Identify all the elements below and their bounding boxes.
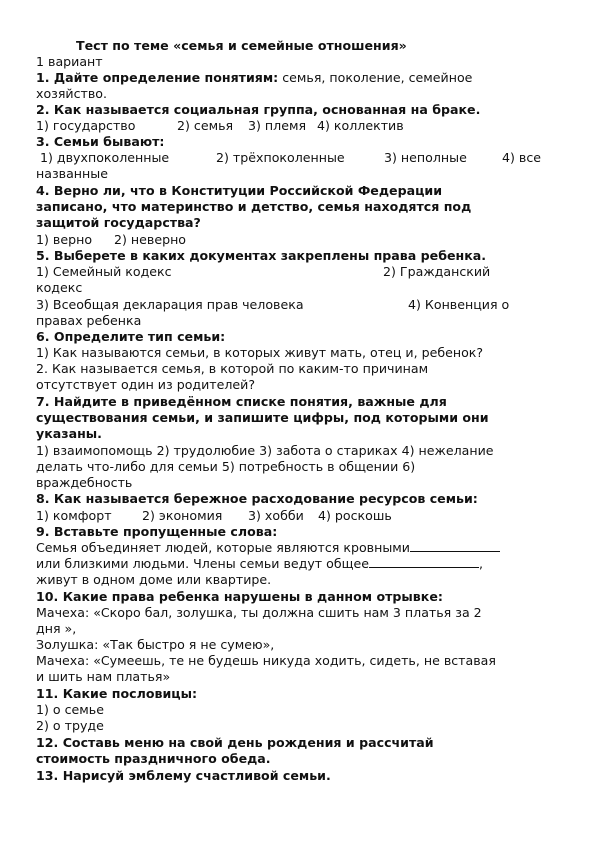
option: 1) государство xyxy=(36,118,136,133)
question-1 xyxy=(36,70,472,86)
option: 4) Конвенция о xyxy=(408,297,510,312)
question-7-options: враждебность xyxy=(36,475,133,490)
question-10-text: 10. Какие права ребенка нарушены в данном отрывке: xyxy=(36,589,443,604)
question-7-options: 1) взаимопомощь 2) трудолюбие 3) забота о стариках 4) нежелание xyxy=(36,443,494,458)
question-1-text: 1. Дайте определение понятиям: xyxy=(36,70,279,85)
option: 3) племя xyxy=(248,118,307,133)
answer-blank[interactable] xyxy=(369,556,479,568)
question-6-line: 1) Как называются семьи, в которых живут мать, отец и, ребенок? xyxy=(36,345,484,360)
question-11-item: 2) о труде xyxy=(36,718,104,733)
question-3-text: 3. Семьи бывают: xyxy=(36,134,165,149)
question-5-opt2-cont: кодекс xyxy=(36,280,83,295)
option: 1) комфорт xyxy=(36,508,112,523)
option: 3) Всеобщая декларация прав человека xyxy=(36,297,304,312)
question-9-text: 9. Вставьте пропущенные слова: xyxy=(36,524,278,539)
question-13-text: 13. Нарисуй эмблему счастливой семьи. xyxy=(36,768,331,783)
option: 3) неполные xyxy=(384,150,467,165)
page-title: Тест по теме «семья и семейные отношения» xyxy=(76,38,407,53)
question-9-text-part: , xyxy=(478,556,483,571)
question-6-line: отсутствует один из родителей? xyxy=(36,377,256,392)
question-2-text: 2. Как называется социальная группа, основанная на браке. xyxy=(36,102,481,117)
question-5-text: 5. Выберете в каких документах закреплены права ребенка. xyxy=(36,248,487,263)
question-11-item: 1) о семье xyxy=(36,702,104,717)
option: 2) Гражданский xyxy=(383,264,491,279)
option: 2) трёхпоколенные xyxy=(216,150,345,165)
option: 1) двухпоколенные xyxy=(40,150,170,165)
variant-label: 1 вариант xyxy=(36,54,103,69)
question-7-line: существования семьи, и запишите цифры, под которыми они xyxy=(36,410,489,425)
question-7-line: указаны. xyxy=(36,426,102,441)
option: 1) Семейный кодекс xyxy=(36,264,172,279)
question-3-cont: названные xyxy=(36,166,108,181)
question-5-opt4-cont: правах ребенка xyxy=(36,313,142,328)
option: 2) семья xyxy=(177,118,234,133)
question-9-line xyxy=(36,556,483,572)
option: 1) верно xyxy=(36,232,93,247)
option: 4) все xyxy=(502,150,542,165)
question-10-line: Золушка: «Так быстро я не сумею», xyxy=(36,637,275,652)
question-10-line: дня », xyxy=(36,621,77,636)
question-11-text: 11. Какие пословицы: xyxy=(36,686,198,701)
question-7-line: 7. Найдите в приведённом списке понятия, важные для xyxy=(36,394,447,409)
option: 4) коллектив xyxy=(317,118,404,133)
option: 3) хобби xyxy=(248,508,304,523)
option: 2) экономия xyxy=(142,508,223,523)
question-9-line xyxy=(36,540,500,556)
question-4-line: записано, что материнство и детство, семья находятся под xyxy=(36,199,472,214)
question-10-line: и шить нам платья» xyxy=(36,669,171,684)
question-6-text: 6. Определите тип семьи: xyxy=(36,329,226,344)
question-8-text: 8. Как называется бережное расходование ресурсов семьи: xyxy=(36,491,478,506)
question-1-cont: хозяйство. xyxy=(36,86,108,101)
option: 4) роскошь xyxy=(318,508,392,523)
question-9-line: живут в одном доме или квартире. xyxy=(36,572,272,587)
question-4-line: 4. Верно ли, что в Конституции Российской Федерации xyxy=(36,183,443,198)
question-10-line: Мачеха: «Скоро бал, золушка, ты должна сшить нам 3 платья за 2 xyxy=(36,605,482,620)
question-12-line: стоимость праздничного обеда. xyxy=(36,751,271,766)
question-9-text-part: или близкими людьми. Члены семьи ведут общее xyxy=(36,556,369,571)
question-7-options: делать что-либо для семьи 5) потребность в общении 6) xyxy=(36,459,416,474)
question-1-terms: семья, поколение, семейное xyxy=(278,70,473,85)
question-12-line: 12. Составь меню на свой день рождения и рассчитай xyxy=(36,735,434,750)
question-6-line: 2. Как называется семья, в которой по каким-то причинам xyxy=(36,361,429,376)
question-10-line: Мачеха: «Сумеешь, те не будешь никуда ходить, сидеть, не вставая xyxy=(36,653,496,668)
option: 2) неверно xyxy=(114,232,187,247)
question-9-text-part: Семья объединяет людей, которые являются кровными xyxy=(36,540,410,555)
question-4-line: защитой государства? xyxy=(36,215,201,230)
answer-blank[interactable] xyxy=(410,540,500,552)
